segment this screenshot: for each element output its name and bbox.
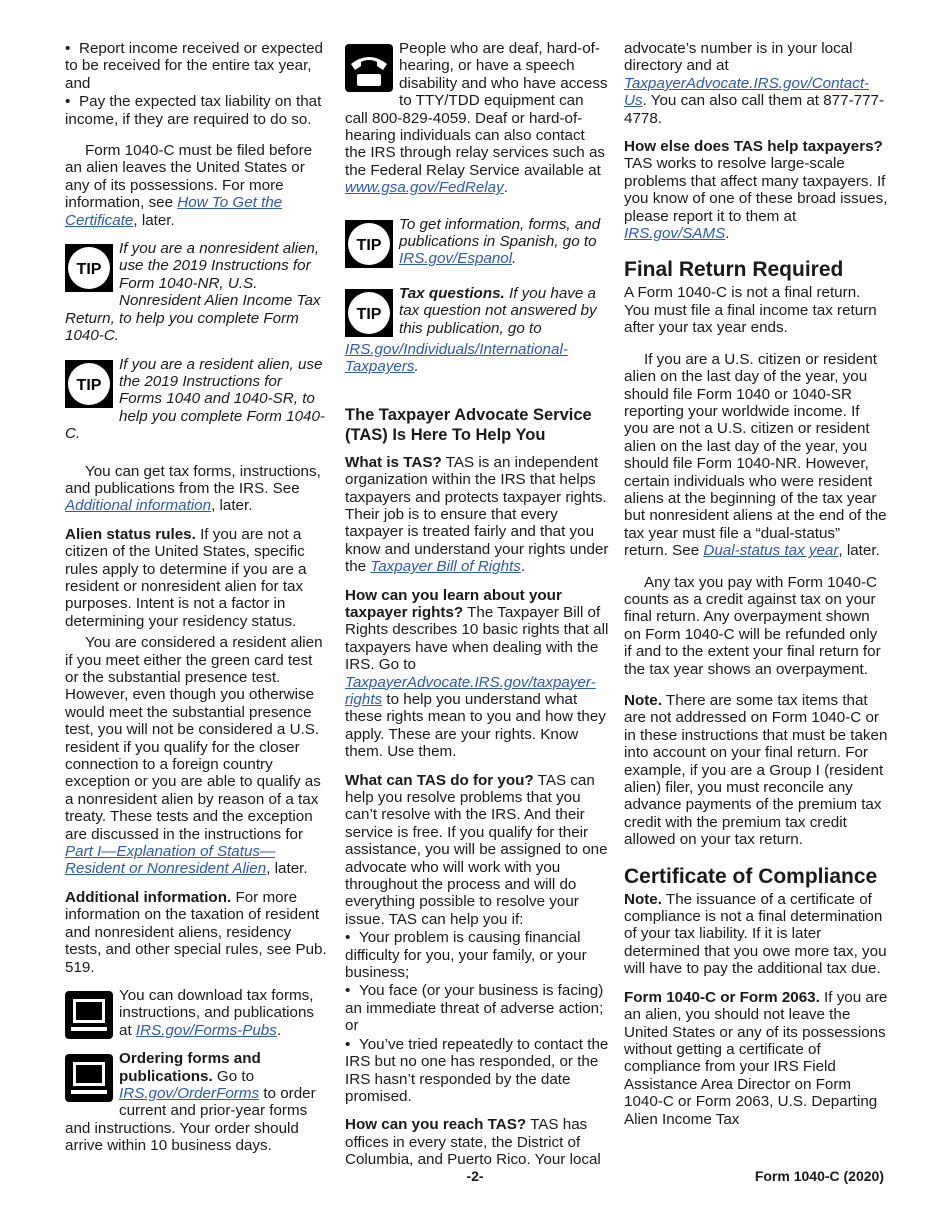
tip-icon (65, 360, 113, 408)
paragraph-citizen-resident: If you are a U.S. citizen or resident alien on the last day of the year, you should file Form 1040 or 1040-SR reporting your worldwide income. If you are not a U.S. citizen or resident alien on the last day of the year, you should file Form 1040-NR. However, certain individuals who were resident aliens at the beginning of the tax year but nonresident aliens at the end of the tax year must file a “dual-status” return. See Dual-status tax year, later. (624, 350, 887, 560)
tip-spanish: TIP To get information, forms, and publications in Spanish, go to IRS.gov/Espanol. (345, 216, 609, 268)
tty-note: People who are deaf, hard-of-hearing, or have a speech disability and who have access to TTY/TDD equipment can call 800-829-4059. Deaf or hard-of-hearing individuals can also contact the IRS through relay services such as the Federal Relay Service available at www.gsa.gov/FedRelay. (345, 40, 608, 197)
final-return-heading: Final Return Required (624, 258, 844, 282)
paragraph-filing: Form 1040-C must be filed before an alien leaves the United States or any of its possessions. For more information, see How To Get the Certificate, later. (65, 142, 313, 229)
note-tax-items: Note. There are some tax items that are not addressed on Form 1040-C or in these instructions that must be taken into account on your final return. For example, if you are a Group I (resident alien) filer, you must reconcile any advance payments of the premium tax credit with the premium tax credit allowed on your tax return. (624, 692, 888, 849)
column-2 (345, 40, 609, 1180)
page-number: -2- (466, 1168, 484, 1184)
computer-icon (65, 991, 113, 1039)
link-additional-information[interactable]: Additional information (65, 497, 212, 515)
paragraph-learn-rights: How can you learn about your taxpayer rights? The Taxpayer Bill of Rights describes 10 basic rights that all taxpayers have when dealing with the IRS. Go to TaxpayerAdvocate.IRS.gov/taxpayer-rights to help you understand what these rights mean to you and how they apply. These are your rights. Know them. Use them. (345, 586, 609, 761)
link-order-forms[interactable]: IRS.gov/OrderForms (119, 1084, 260, 1102)
paragraph-reach-tas: How can you reach TAS? TAS has offices in every state, the District of Columbia, and Puerto Rico. Your local (345, 1116, 601, 1169)
column-1 (65, 40, 329, 1166)
link-part-i-explanation[interactable]: Part I—Explanation of Status—Resident or Nonresident Alien (65, 843, 276, 878)
link-taxpayer-bill-of-rights[interactable]: Taxpayer Bill of Rights (370, 558, 521, 576)
tip-icon (345, 289, 393, 337)
tip-icon (345, 220, 393, 268)
tip-label: TIP (76, 261, 102, 279)
tip-resident: TIP If you are a resident alien, use the 2019 Instructions for Forms 1040 and 1040-SR, to help you complete Form 1040-C. (65, 355, 325, 443)
tip-icon (65, 244, 113, 292)
tip-label: TIP (356, 305, 382, 323)
certificate-heading: Certificate of Compliance (624, 864, 878, 888)
bullet-immediate-threat: • You face (or your business is facing) an immediate threat of adverse action; or (345, 982, 609, 1034)
link-fed-relay[interactable]: www.gsa.gov/FedRelay (345, 179, 504, 197)
link-taxpayer-rights[interactable]: TaxpayerAdvocate.IRS.gov/taxpayer-rights (345, 673, 596, 708)
tip-tax-questions: TIP Tax questions. If you have a tax question not answered by this publication, go to IRS.gov/Individuals/International-Taxpayers. (345, 284, 597, 376)
tip-label: TIP (76, 376, 102, 394)
column-3 (624, 40, 888, 1139)
paragraph-what-tas-do: What can TAS do for you? TAS can help you resolve problems that you can’t resolve with the IRS. And their service is free. If you qualify for their assistance, you will be assigned to one advocate who will work with you throughout the process and will do everything possible to resolve your issue. TAS can help you if: (345, 771, 608, 928)
form-identifier: Form 1040-C (2020) (754, 1168, 884, 1184)
tip-nonresident: TIP If you are a nonresident alien, use the 2019 Instructions for Form 1040-NR, U.S. Nonresident Alien Income Tax Return, to help you complete Form 1040-C. (65, 240, 321, 345)
telephone-icon (345, 44, 393, 92)
bullet-tried-repeatedly: • You’ve tried repeatedly to contact the IRS but no one has responded, or the IRS hasn’t responded by the date promised. (345, 1036, 609, 1106)
link-how-to-get-certificate[interactable]: How To Get the Certificate (65, 194, 283, 229)
link-forms-pubs[interactable]: IRS.gov/Forms-Pubs (135, 1021, 277, 1039)
paragraph-alien-status: Alien status rules. If you are not a citizen of the United States, specific rules apply to determine if you are a resident or nonresident alien for tax purposes. Intent is not a factor in determining your residency status. (65, 525, 307, 630)
note-certificate: Note. The issuance of a certificate of compliance is not a final determination of your tax liability. If it is later determined that you owe more tax, you will have to pay the additional tax due. (624, 890, 887, 978)
download-note: You can download tax forms, instructions, and publications at IRS.gov/Forms-Pubs. (65, 987, 329, 1039)
bullet-financial-difficulty: • Your problem is causing financial difficulty for you, your family, or your business; (345, 929, 609, 981)
link-dual-status-tax-year[interactable]: Dual-status tax year (703, 542, 839, 560)
computer-icon (65, 1054, 113, 1102)
link-irs-espanol[interactable]: IRS.gov/Espanol (399, 250, 513, 268)
paragraph-resident-tests: You are considered a resident alien if you meet either the green card test or the substantial presence test. However, even though you otherwise would meet the substantial presence test, you will not be considered a U.S. resident if you qualify for the closer connection to a foreign country exception or you are able to qualify as a nonresident alien by reason of a tax treaty. These tests and the exception are discussed in the instructions for Part I—Explanation of Status—Resident or Nonresident Alien, later. (65, 634, 323, 878)
bullet-pay-liability: • Pay the expected tax liability on that income, if they are required to do so. (65, 93, 329, 128)
paragraph-form-2063: Form 1040-C or Form 2063. If you are an alien, you should not leave the United States or any of its possessions without getting a certificate of compliance from your IRS Field Assistance Area Director on Form 1040-C or Form 2063, U.S. Departing Alien Income Tax (624, 988, 888, 1128)
link-international-taxpayers[interactable]: IRS.gov/Individuals/International-Taxpayers (345, 340, 568, 376)
paragraph-additional-information: Additional information. For more information on the taxation of resident and nonresident aliens, residency tests, and other special rules, see Pub. 519. (65, 888, 327, 976)
paragraph-final-return: A Form 1040-C is not a final return. You must file a final income tax return after your tax year ends. (624, 284, 877, 337)
bullet-report-income: • Report income received or expected to be received for the entire tax year, and (65, 40, 329, 92)
paragraph-what-is-tas: What is TAS? TAS is an independent organization within the IRS that helps taxpayers and protects taxpayer rights. Their job is to ensure that every taxpayer is treated fairly and that you know and understand your rights under the Taxpayer Bill of Rights. (345, 453, 609, 576)
paragraph-contact-advocate: advocate’s number is in your local directory and at TaxpayerAdvocate.IRS.gov/Contact-Us. You can also call them at 877-777-4778. (624, 40, 885, 127)
tip-label: TIP (356, 236, 382, 254)
link-irs-sams[interactable]: IRS.gov/SAMS (624, 225, 726, 243)
paragraph-get-forms: You can get tax forms, instructions, and publications from the IRS. See Additional information, later. (65, 462, 321, 515)
link-contact-us[interactable]: TaxpayerAdvocate.IRS.gov/Contact-Us (624, 74, 870, 110)
paragraph-tax-credit: Any tax you pay with Form 1040-C counts as a credit against tax on your final return. Any overpayment shown on Form 1040-C will be refunded only if and to the extent your final return for the tax year shows an overpayment. (624, 573, 881, 678)
paragraph-how-else-tas: How else does TAS help taxpayers? TAS works to resolve large-scale problems that affect many taxpayers. If you know of one of these broad issues, please report it to them at IRS.gov/SAMS. (624, 138, 888, 243)
ordering-note: Ordering forms and publications. Go to IRS.gov/OrderForms to order current and prior-year forms and instructions. Your order should arrive within 10 business days. (65, 1050, 316, 1155)
tas-heading: The Taxpayer Advocate Service (TAS) Is Here To Help You (345, 405, 592, 444)
